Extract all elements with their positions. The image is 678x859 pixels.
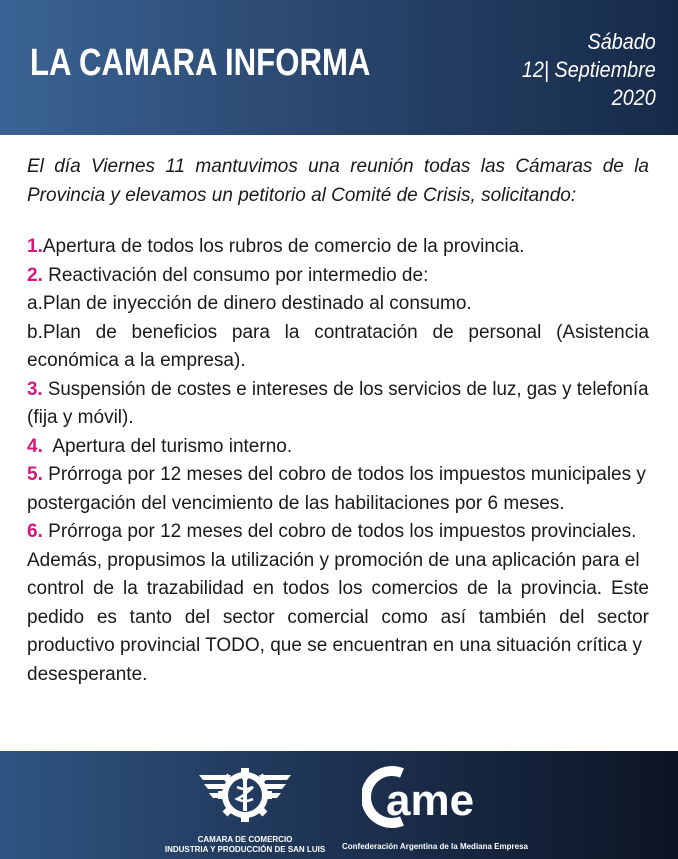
- item-number: 4.: [27, 435, 43, 457]
- item-text: a.Plan de inyección de dinero destinado al consumo.: [27, 293, 472, 314]
- item-6-line-2-text: Además, propusimos la utilización y promoción de una aplicación para el: [27, 549, 640, 571]
- item-text: Apertura del turismo interno.: [52, 435, 293, 457]
- intro-line-2: [27, 182, 649, 211]
- list-item-6-line-3: control de la trazabilidad en todos los comercios de la provincia. Este: [27, 578, 649, 599]
- item-text: Prórroga por 12 meses del cobro de todos los impuestos provinciales.: [48, 521, 637, 542]
- list-item-6-line-5: [27, 632, 649, 661]
- page-title: LA CAMARA INFORMA: [30, 42, 371, 84]
- date-day: Sábado: [587, 29, 656, 54]
- item-text: Reactivación del consumo por intermedio de:: [48, 264, 429, 286]
- list-subitem-b-line-2: económica a la empresa).: [27, 350, 246, 371]
- camara-logo-line-2: INDUSTRIA Y PRODUCCIÓN DE SAN LUIS: [164, 845, 326, 854]
- item-6-line-5-text: productivo provincial TODO, que se encuentran en una situación crítica y: [27, 635, 643, 656]
- list-item-6-line-4: pedido es tanto del sector comercial como así también del sector: [27, 606, 649, 628]
- list-item-4: [27, 433, 649, 462]
- item-number: 5.: [27, 464, 43, 485]
- list-item-6-line-2: [27, 547, 649, 576]
- item-text: Apertura de todos los rubros de comercio de la provincia.: [42, 236, 525, 257]
- list-item-6: [27, 518, 649, 547]
- body-text: [27, 153, 649, 689]
- item-number: 3.: [27, 378, 43, 400]
- item-text: Suspensión de costes e intereses de los servicios de luz, gas y telefonía: [47, 378, 649, 400]
- date-block: [507, 28, 656, 112]
- footer-banner: [0, 751, 678, 859]
- list-item-2: [27, 262, 649, 291]
- item-number: 2.: [27, 264, 43, 286]
- came-logo-caption: Confederación Argentina de la Mediana Empresa: [342, 842, 528, 851]
- list-item-3-line-2: (fija y móvil).: [27, 407, 134, 428]
- date-day-month: 12| Septiembre: [522, 57, 656, 82]
- list-item-1: [27, 233, 649, 262]
- list-item-5-line-2: [27, 490, 649, 519]
- date-year: 2020: [611, 85, 656, 110]
- came-logo: [342, 765, 572, 859]
- came-wordmark-icon: [362, 765, 502, 829]
- gear-wings-icon: [197, 765, 293, 831]
- list-subitem-a: [27, 290, 649, 319]
- intro-line-2-text: Provincia y elevamos un petitorio al Comité de Crisis, solicitando:: [27, 184, 577, 206]
- camara-logo-caption: [160, 835, 330, 855]
- item-5-row: [27, 461, 646, 490]
- came-wordmark-text: ame: [386, 776, 475, 825]
- item-text: Prórroga por 12 meses del cobro de todos los impuestos municipales y: [48, 464, 646, 485]
- list-item-5: [27, 461, 649, 490]
- list-subitem-b-line-1: b.Plan de beneficios para la contratación de personal (Asistencia: [27, 321, 649, 343]
- item-3-row: [27, 376, 649, 405]
- item-number: 6.: [27, 521, 43, 542]
- item-5-line-2-text: postergación del vencimiento de las habilitaciones por 6 meses.: [27, 492, 565, 514]
- item-number: 1.: [27, 236, 43, 257]
- item-6-row: [27, 518, 636, 547]
- list-item-6-line-6: desesperante.: [27, 663, 148, 685]
- list-item-3: [27, 376, 649, 405]
- intro-line-1: El día Viernes 11 mantuvimos una reunión todas las Cámaras de la: [27, 156, 649, 177]
- header-banner: [0, 0, 678, 135]
- camara-logo-line-1: CAMARA DE COMERCIO: [197, 835, 293, 844]
- camara-comercio-logo: [160, 765, 330, 859]
